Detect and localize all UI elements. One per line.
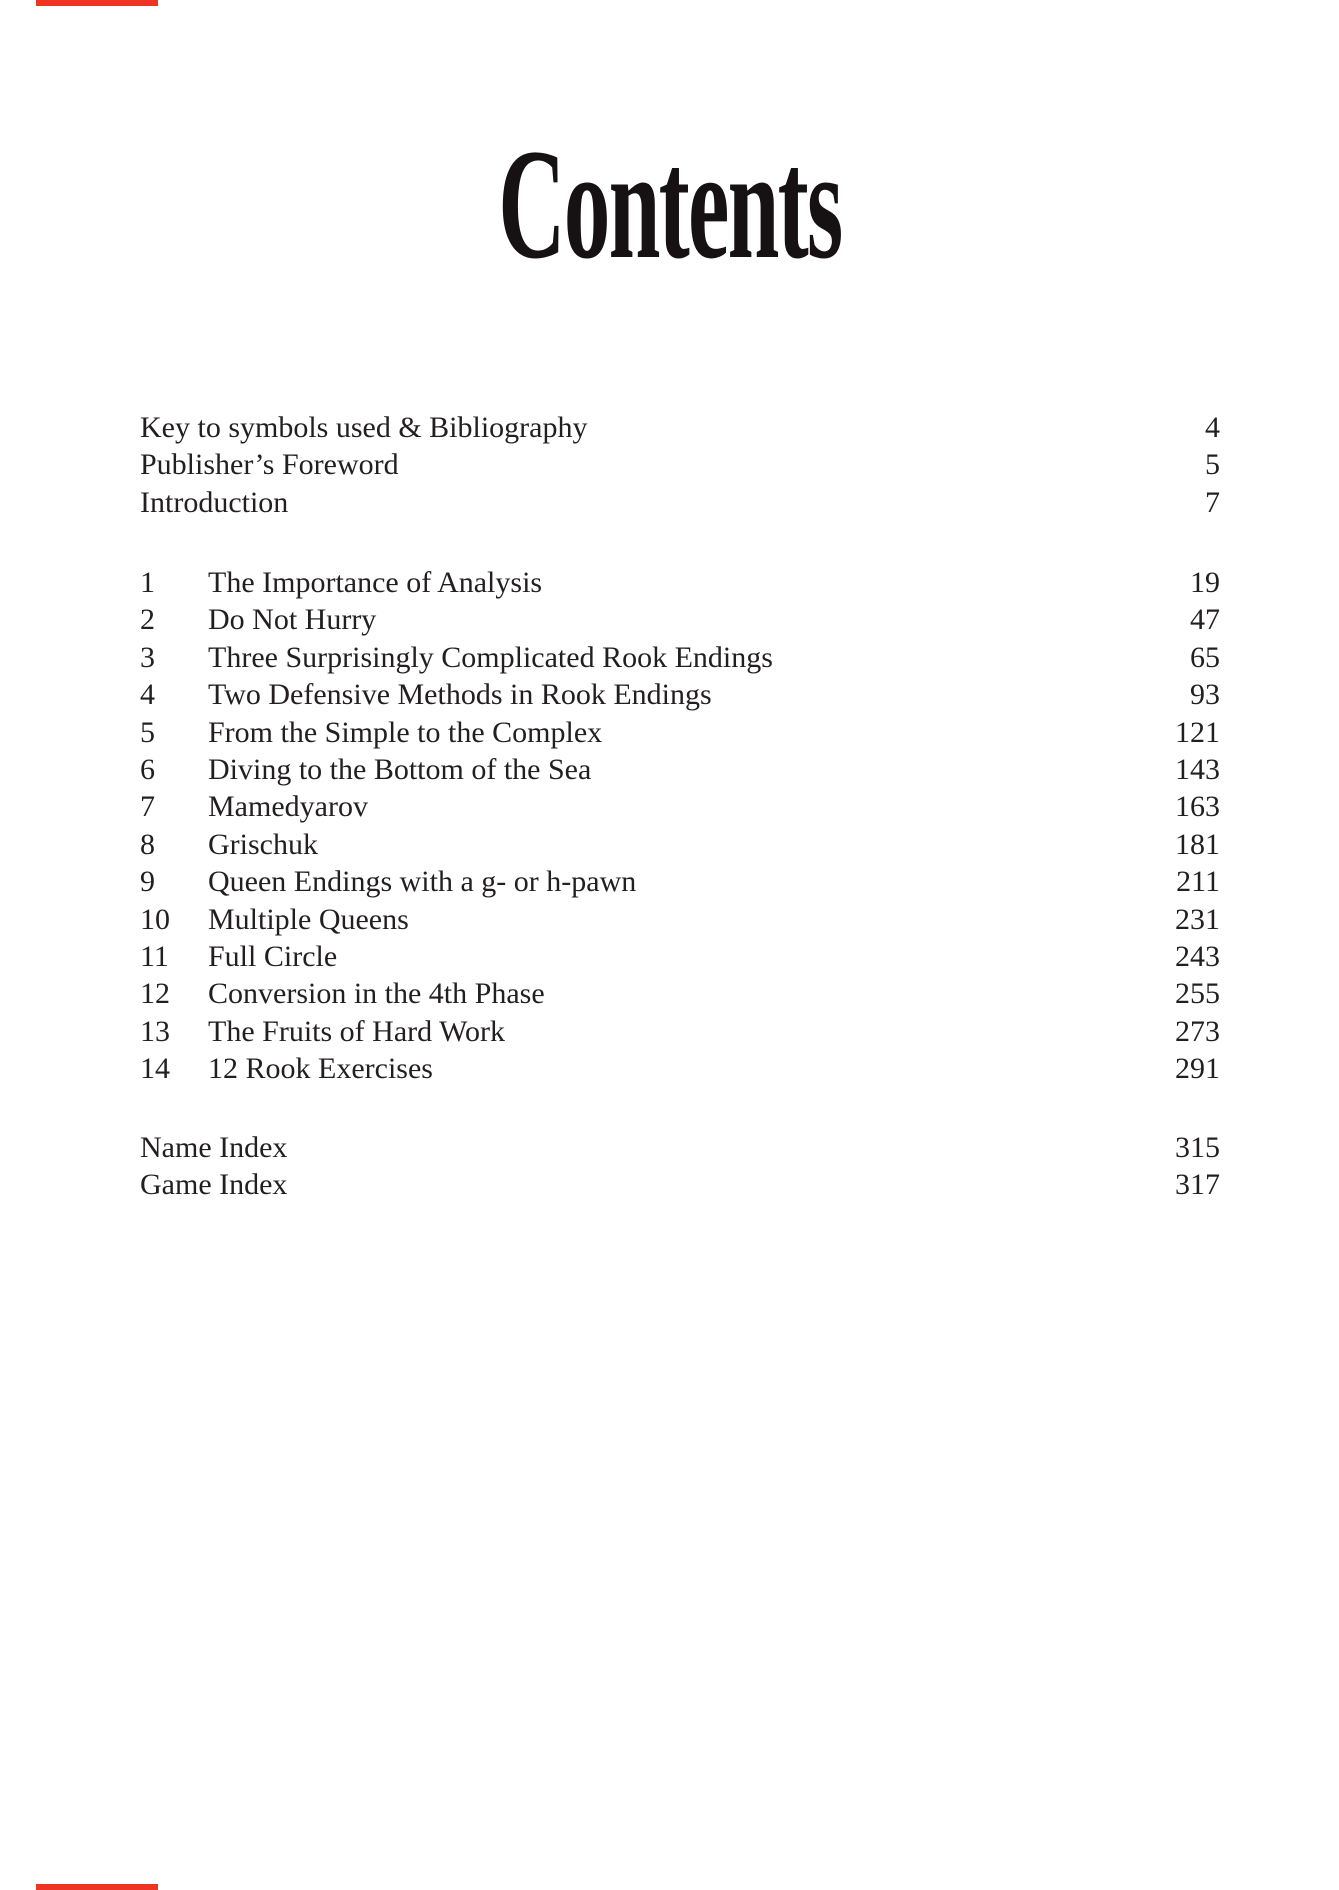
page-number: 47 [1190,603,1220,637]
chapter-number: 8 [140,827,155,861]
chapter-title: 12 Rook Exercises [208,1052,433,1086]
toc-row [140,1013,1220,1050]
page-number: 163 [1175,790,1220,824]
index-list [140,1129,1220,1204]
page-number: 7 [1205,485,1220,519]
chapter-title: The Importance of Analysis [208,566,543,599]
chapter-number: 10 [140,902,170,936]
toc-row [140,938,1220,975]
page-number: 315 [1175,1131,1220,1164]
page-number: 5 [1205,448,1220,482]
toc-row [140,484,1220,521]
chapter-title: Diving to the Bottom of the Sea [208,753,592,787]
toc-row [140,751,1220,788]
chapter-title: Mamedyarov [208,790,368,824]
page-number: 255 [1175,977,1220,1011]
toc-row [140,863,1220,900]
chapter-number: 3 [140,640,155,674]
toc-row [140,788,1220,825]
chapter-title: Three Surprisingly Complicated Rook Endings [208,640,773,674]
chapters-list [140,564,1220,1088]
chapter-number: 11 [140,940,169,974]
front-matter-list [140,409,1220,521]
toc-label: Publisher’s Foreword [140,448,399,482]
page-title [0,117,1339,292]
chapter-title: Full Circle [208,940,338,974]
chapter-title: Grischuk [208,827,318,861]
chapter-title: Do Not Hurry [208,603,377,637]
page-number: 243 [1175,940,1220,974]
page-title-text: Contents [497,117,842,292]
chapter-title: Two Defensive Methods in Rook Endings [208,678,712,712]
page-number: 143 [1175,753,1220,787]
toc-row [140,1050,1220,1087]
toc-row [140,639,1220,676]
toc-row [140,564,1220,601]
toc-row [140,975,1220,1012]
toc-label: Introduction [140,485,289,519]
page-number: 231 [1175,902,1220,936]
page-number: 317 [1175,1168,1220,1202]
crop-mark-bottom [36,1884,158,1890]
page-number: 4 [1205,411,1220,444]
toc-row [140,714,1220,751]
chapter-number: 4 [140,678,155,712]
page-number: 121 [1175,715,1220,749]
chapter-title: The Fruits of Hard Work [208,1014,505,1048]
page-number: 93 [1190,678,1220,712]
toc-label: Key to symbols used & Bibliography [140,411,588,444]
toc-row [140,826,1220,863]
page-number: 181 [1175,827,1220,861]
page-number: 65 [1190,640,1220,674]
toc-row [140,676,1220,713]
page-number: 19 [1190,566,1220,599]
chapter-number: 13 [140,1014,170,1048]
chapter-number: 14 [140,1052,170,1086]
chapter-number: 6 [140,753,155,787]
page-number: 273 [1175,1014,1220,1048]
toc-row [140,1166,1220,1203]
toc-row [140,901,1220,938]
chapter-title: Conversion in the 4th Phase [208,977,545,1011]
chapter-title: Queen Endings with a g- or h-pawn [208,865,637,899]
chapter-number: 5 [140,715,155,749]
toc-row [140,446,1220,483]
chapter-number: 1 [140,566,155,599]
chapter-title: Multiple Queens [208,902,409,936]
chapter-title: From the Simple to the Complex [208,715,603,749]
toc-row [140,601,1220,638]
chapter-number: 12 [140,977,170,1011]
toc-label: Game Index [140,1168,288,1202]
toc-label: Name Index [140,1131,288,1164]
toc-row [140,1129,1220,1166]
chapter-number: 9 [140,865,155,899]
chapter-number: 7 [140,790,155,824]
chapter-number: 2 [140,603,155,637]
crop-mark-top [36,0,158,6]
page-number: 211 [1176,865,1220,899]
toc-row [140,409,1220,446]
page-number: 291 [1175,1052,1220,1086]
